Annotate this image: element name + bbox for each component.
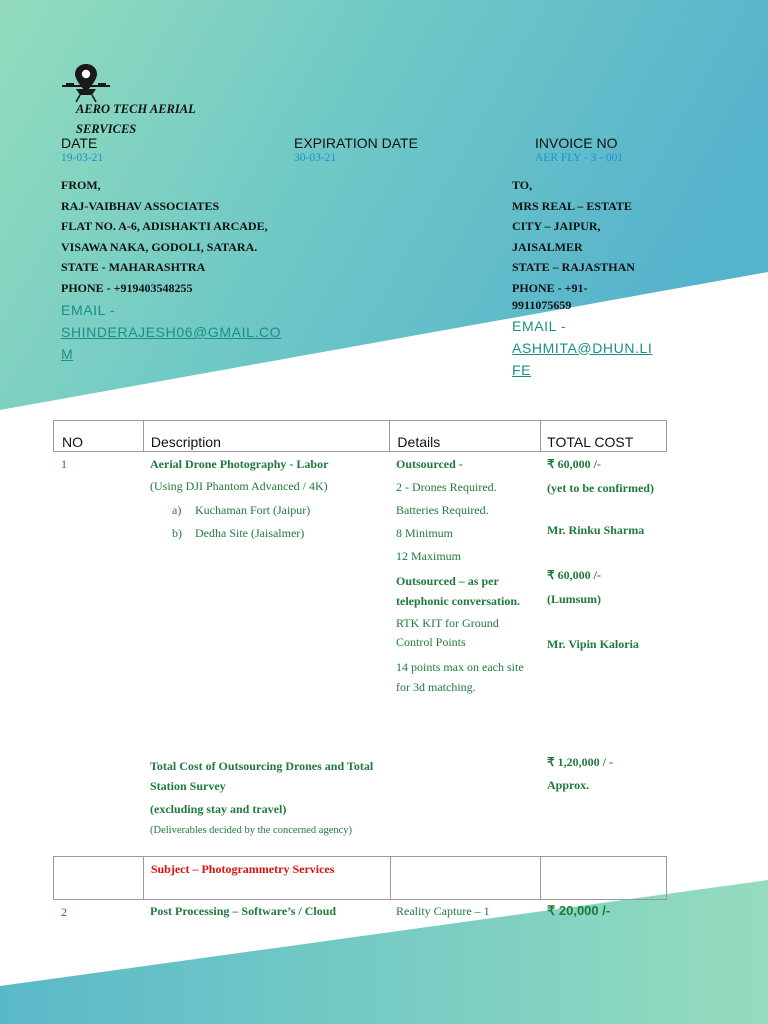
date-label: DATE [61,135,98,151]
row1-description [150,456,385,548]
total-title: Total Cost of Outsourcing Drones and Total Station Survey [150,759,374,793]
detail-line: 14 points max on each site for 3d matching. [396,660,524,694]
from-email-link[interactable]: SHINDERAJESH06@GMAIL.CO [61,324,282,340]
to-email-link-continued[interactable]: FE [512,361,532,378]
total-note: (excluding stay and travel) [150,802,287,816]
to-line: TO, [512,178,533,192]
date-value: 19-03-21 [61,152,104,164]
service-title: Aerial Drone Photography - Labor [150,457,329,471]
detail-line: Outsourced – as per telephonic conversation. [396,574,520,608]
row1-details [396,456,536,697]
to-line: MRS REAL – ESTATE [512,198,632,213]
deliverables-note: (Deliverables decided by the concerned agency) [150,825,353,836]
column-header-description: Description [150,433,221,450]
total-cost-block [547,754,665,793]
row-number: 1 [61,457,67,471]
from-line: PHONE - +919403548255 [61,280,193,295]
from-line: STATE - MAHARASHTRA [61,260,206,274]
to-address-block [512,175,652,381]
from-line: FROM, [61,178,101,192]
company-name [76,99,196,139]
detail-line: 2 - Drones Required. [396,480,497,494]
vendor-name: Mr. Vipin Kaloria [547,637,639,651]
invoice-number-value: AER FLY - 3 - 001 [535,152,624,164]
to-line: CITY – JAIPUR, [512,219,601,233]
detail-line: RTK KIT for Ground Control Points [396,616,499,649]
subject-title: Subject – Photogrammetry Services [150,862,335,876]
column-header-total-cost: TOTAL COST [547,433,634,450]
site-name: Kuchaman Fort (Jaipur) [195,503,311,517]
cost-amount: ₹ 60,000 /- [547,457,601,471]
cost-note: (Lumsum) [547,592,602,606]
from-line: VISAWA NAKA, GODOLI, SATARA. [61,239,258,254]
cost-amount: ₹ 60,000 /- [547,568,601,582]
total-cost-approx: Approx. [547,778,590,792]
from-line: RAJ-VAIBHAV ASSOCIATES [61,198,220,213]
detail-line: Batteries Required. [396,503,489,517]
service-title: Post Processing – Software’s / Cloud [150,904,337,918]
company-name-line2: SERVICES [76,122,137,136]
from-email [61,299,281,365]
to-line: STATE – RAJASTHAN [512,260,635,274]
subject-row-table [53,856,667,900]
detail-line: Outsourced - [396,457,463,471]
from-address-block [61,175,281,365]
expiration-date-label: EXPIRATION DATE [294,135,418,151]
to-email-link[interactable]: ASHMITA@DHUN.LI [512,339,653,356]
cost-amount: ₹ 20,000 /- [547,903,611,918]
to-line: PHONE - +91- [512,280,588,295]
total-cost-amount: ₹ 1,20,000 / - [547,755,613,769]
column-header-details: Details [397,433,441,450]
expiration-date-value: 30-03-21 [294,152,337,164]
to-line: JAISALMER [512,239,583,254]
site-name: Dedha Site (Jaisalmer) [195,526,305,540]
site-item [150,502,385,525]
to-email [512,315,652,381]
vendor-name: Mr. Rinku Sharma [547,523,645,537]
cost-note: (yet to be confirmed) [547,481,654,495]
column-header-no: NO [62,433,83,450]
site-item [150,525,385,548]
to-email-label: EMAIL - [512,317,567,334]
company-name-line1: AERO TECH AERIAL [76,102,196,116]
detail-line: Reality Capture – 1 [396,904,490,918]
from-email-label: EMAIL - [61,302,116,318]
row-number: 2 [61,905,67,919]
from-line: FLAT NO. A-6, ADISHAKTI ARCADE, [61,219,268,233]
total-outsourcing-block [150,756,385,839]
detail-line: 12 Maximum [396,549,461,563]
detail-line: 8 Minimum [396,526,454,540]
site-marker: a) [172,503,182,517]
from-email-link-continued[interactable]: M [61,346,74,362]
to-line: 9911075659 [512,297,572,312]
site-marker: b) [172,526,182,540]
row1-costs [547,456,665,652]
invoice-table-header [53,420,667,452]
service-subtitle: (Using DJI Phantom Advanced / 4K) [150,479,328,493]
invoice-number-label: INVOICE NO [535,135,618,151]
